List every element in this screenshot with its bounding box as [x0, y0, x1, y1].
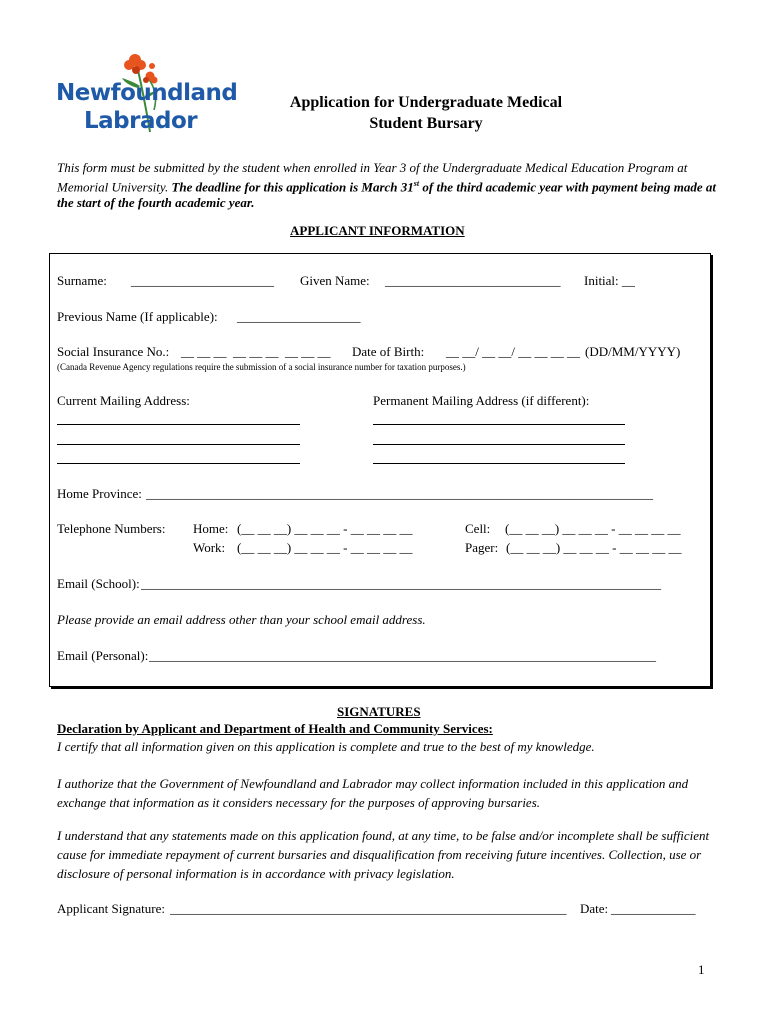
email-note: Please provide an email address other than your school email address.	[57, 612, 426, 627]
permanent-address-line-2[interactable]	[373, 444, 625, 445]
current-address-line-2[interactable]	[57, 444, 300, 445]
email-personal-label: Email (Personal):	[57, 648, 149, 663]
telephone-numbers-label: Telephone Numbers:	[57, 521, 166, 536]
sin-note: (Canada Revenue Agency regulations require the submission of a social insurance number for taxation purposes.)	[57, 362, 466, 372]
pager-field[interactable]: (__ __ __) __ __ __ - __ __ __ __	[506, 540, 682, 555]
work-phone-field[interactable]: (__ __ __) __ __ __ - __ __ __ __	[237, 540, 413, 555]
work-phone-label: Work:	[193, 540, 226, 555]
pager-label: Pager:	[465, 540, 499, 555]
initial-field[interactable]: Initial: __	[584, 273, 635, 288]
home-province-label: Home Province:	[57, 486, 142, 501]
intro-deadline-a: The deadline for this application is March 31	[171, 179, 414, 195]
form-title-line-1: Application for Undergraduate Medical	[289, 94, 563, 111]
intro-paragraph	[57, 160, 717, 211]
logo-word-newfoundland: Newfoundland	[56, 80, 238, 106]
previous-name-field[interactable]: ___________________	[237, 309, 361, 324]
applicant-signature-field[interactable]: _____________________________________________________________	[170, 901, 567, 916]
applicant-information-heading: APPLICANT INFORMATION	[290, 223, 465, 238]
given-name-label: Given Name:	[300, 273, 370, 288]
intro-deadline-b: of the third academic year with payment being made at the start of the fourth academic year.	[57, 179, 716, 211]
intro-text: This form must be submitted by the student when enrolled in Year 3 of the Undergraduate Medical Education Program at Memorial University.	[57, 160, 688, 195]
permanent-address-line-1[interactable]	[373, 424, 625, 425]
date-label: Date:	[580, 901, 609, 916]
date-of-birth-label: Date of Birth:	[352, 344, 425, 359]
surname-field[interactable]: ______________________	[131, 273, 274, 288]
authorize-paragraph: I authorize that the Government of Newfoundland and Labrador may collect information included in this application and exchange that information as it considers necessary for the purposes of approving bursaries.	[57, 776, 689, 810]
certify-paragraph: I certify that all information given on this application is complete and true to the best of my knowledge.	[57, 739, 595, 754]
declaration-heading: Declaration by Applicant and Department of Health and Community Services:	[57, 721, 493, 736]
surname-label: Surname:	[57, 273, 107, 288]
page-number: 1	[698, 962, 705, 977]
current-address-line-3[interactable]	[57, 463, 300, 464]
previous-name-label: Previous Name (If applicable):	[57, 309, 218, 324]
current-address-line-1[interactable]	[57, 424, 300, 425]
intro-deadline-sup: st	[413, 179, 420, 188]
cell-phone-field[interactable]: (__ __ __) __ __ __ - __ __ __ __	[505, 521, 681, 536]
email-school-field[interactable]: ________________________________________________________________________________	[141, 576, 661, 591]
logo-word-labrador: Labrador	[84, 108, 198, 134]
signatures-heading: SIGNATURES	[337, 704, 421, 719]
permanent-address-line-3[interactable]	[373, 463, 625, 464]
home-phone-field[interactable]: (__ __ __) __ __ __ - __ __ __ __	[237, 521, 413, 536]
email-school-label: Email (School):	[57, 576, 140, 591]
current-mailing-address-label: Current Mailing Address:	[57, 393, 190, 408]
date-format-hint: (DD/MM/YYYY)	[585, 344, 681, 359]
home-province-field[interactable]: ______________________________________________________________________________	[146, 486, 653, 501]
sin-field[interactable]: __ __ __ __ __ __ __ __ __	[181, 344, 331, 359]
given-name-field[interactable]: ___________________________	[385, 273, 561, 288]
date-of-birth-field[interactable]: __ __/ __ __/ __ __ __ __	[446, 344, 580, 359]
email-personal-field[interactable]: ______________________________________________________________________________	[149, 648, 656, 663]
cell-phone-label: Cell:	[465, 521, 491, 536]
applicant-signature-label: Applicant Signature:	[57, 901, 165, 916]
understand-paragraph: I understand that any statements made on this application found, at any time, to be false and/or incomplete shall be sufficient cause for immediate repayment of current bursaries and disqualification from receiving future incentives. Collection, use or disclosure of personal information is in accordance with privacy legislation.	[57, 828, 710, 881]
form-title-line-2: Student Bursary	[369, 115, 483, 132]
date-field[interactable]: _____________	[611, 901, 696, 916]
permanent-mailing-address-label: Permanent Mailing Address (if different):	[373, 393, 590, 408]
home-phone-label: Home:	[193, 521, 229, 536]
sin-label: Social Insurance No.:	[57, 344, 170, 359]
